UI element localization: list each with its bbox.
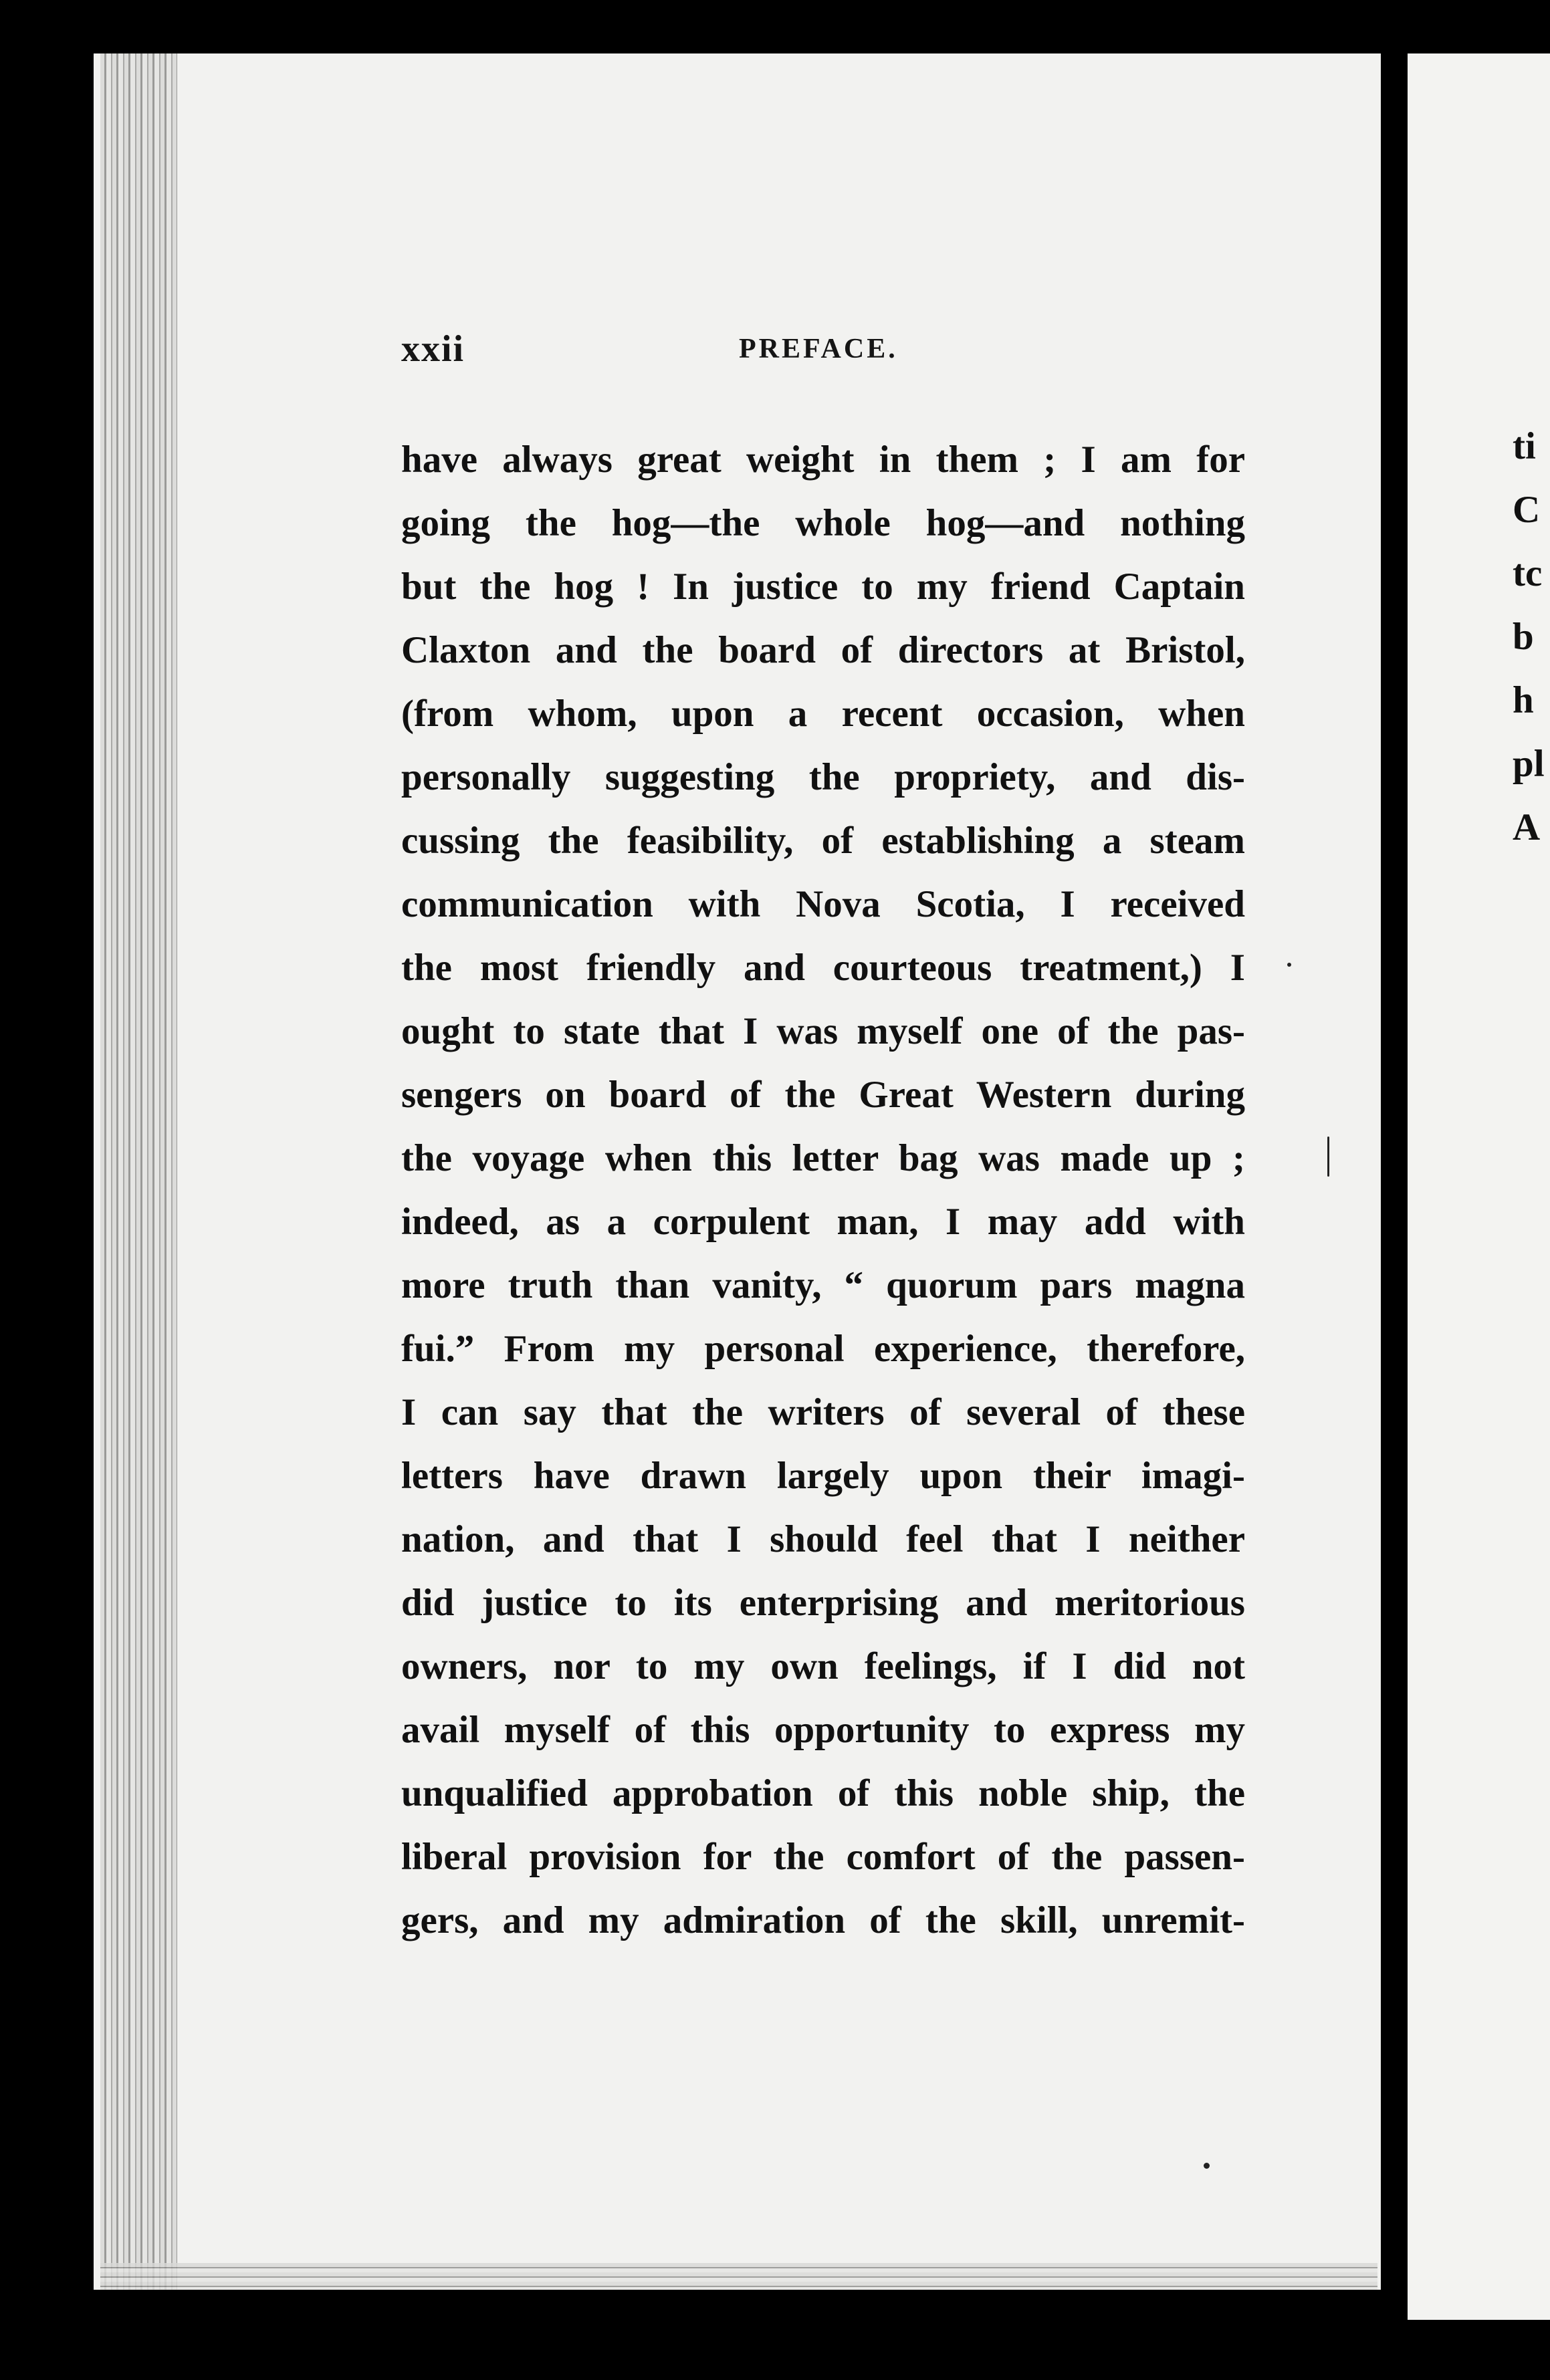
text-line: indeed, as a corpulent man, I may add with xyxy=(401,1201,1245,1243)
page-number: xxii xyxy=(401,328,465,370)
text-line: communication with Nova Scotia, I received xyxy=(401,883,1245,925)
text-line: owners, nor to my own feelings, if I did not xyxy=(401,1645,1245,1687)
right-fragment: pl xyxy=(1513,743,1545,785)
text-line: the voyage when this letter bag was made up ; xyxy=(401,1137,1245,1179)
running-head: PREFACE. xyxy=(739,334,898,364)
text-line: fui.” From my personal experience, therefore, xyxy=(401,1328,1245,1370)
ink-speck xyxy=(1287,963,1291,967)
text-line: Claxton and the board of directors at Bristol, xyxy=(401,629,1245,671)
ink-speck xyxy=(1204,2163,1210,2169)
right-page-text-fragments xyxy=(1513,414,1550,859)
right-fragment: C xyxy=(1513,489,1541,531)
text-line: ought to state that I was myself one of the pas- xyxy=(401,1010,1245,1052)
right-fragment: ti xyxy=(1513,425,1536,467)
text-line: did justice to its enterprising and meritorious xyxy=(401,1582,1245,1624)
text-line: sengers on board of the Great Western during xyxy=(401,1074,1245,1116)
right-fragment: h xyxy=(1513,679,1534,721)
text-line: but the hog ! In justice to my friend Captain xyxy=(401,566,1245,608)
page-edge-stack xyxy=(100,53,177,2290)
text-line: unqualified approbation of this noble ship, the xyxy=(401,1772,1245,1814)
text-line: personally suggesting the propriety, and dis- xyxy=(401,756,1245,798)
right-fragment: b xyxy=(1513,616,1534,658)
text-line: have always great weight in them ; I am for xyxy=(401,439,1245,481)
ink-speck xyxy=(1327,1137,1329,1177)
book-gutter xyxy=(1381,47,1408,2300)
text-line: (from whom, upon a recent occasion, when xyxy=(401,693,1245,735)
text-line: the most friendly and courteous treatment,) I xyxy=(401,947,1245,989)
page-header xyxy=(401,328,1270,381)
text-line: I can say that the writers of several of these xyxy=(401,1391,1245,1433)
bottom-page-edge-stack xyxy=(100,2263,1377,2290)
right-fragment: A xyxy=(1513,806,1541,848)
text-line: cussing the feasibility, of establishing a steam xyxy=(401,820,1245,862)
text-line: going the hog—the whole hog—and nothing xyxy=(401,502,1245,544)
body-text xyxy=(401,428,1245,1952)
text-line: avail myself of this opportunity to express my xyxy=(401,1709,1245,1751)
text-line: liberal provision for the comfort of the passen- xyxy=(401,1836,1245,1878)
text-line: gers, and my admiration of the skill, unremit- xyxy=(401,1899,1245,1941)
right-fragment: tc xyxy=(1513,552,1543,594)
text-line: letters have drawn largely upon their imagi- xyxy=(401,1455,1245,1497)
right-page xyxy=(1408,53,1550,2320)
text-line: nation, and that I should feel that I neither xyxy=(401,1518,1245,1560)
text-line: more truth than vanity, “ quorum pars magna xyxy=(401,1264,1245,1306)
